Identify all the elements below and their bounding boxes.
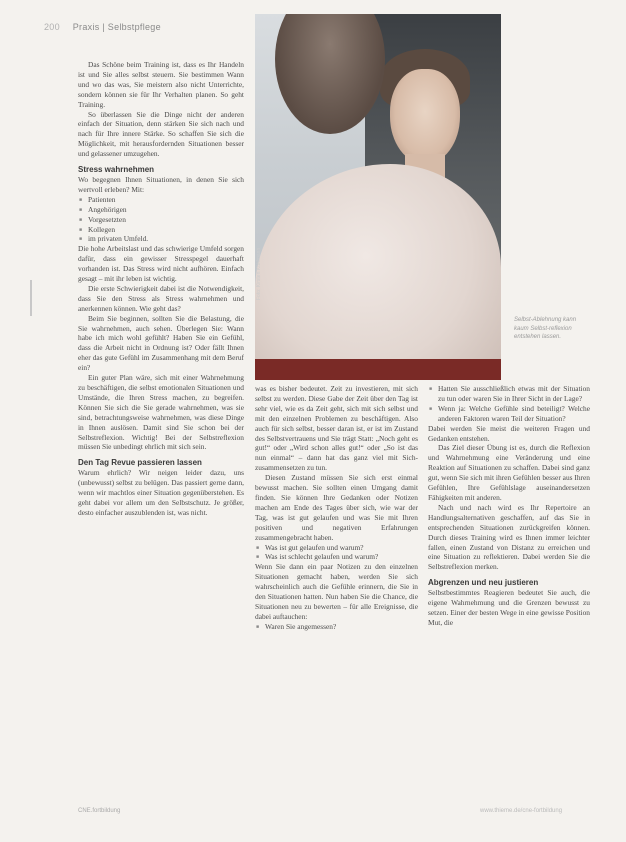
- photo-credit: Foto: Kirsten Kühlmann: [256, 247, 262, 300]
- list-item: ■ Kollegen: [88, 225, 244, 235]
- paragraph: Wenn Sie dann ein paar Notizen zu den einzelnen Situationen gemacht haben, werden Sie sich wahrscheinlich auch die Gefühle erinnern, die Sie in den Situationen hatten. Nun haben Sie die Chance, die Situationen neu zu bewerten – für alle Ereignisse, die dabei auftauchen:: [255, 562, 418, 621]
- paragraph: So überlassen Sie die Dinge nicht der anderen einfach der Situation, denn stärken Sie sich nach und nach für Ihre innere Stärke. So schaffen Sie sich die Möglichkeit, mit herausfordernden Situationen besser und gelassener umzugehen.: [78, 109, 244, 159]
- bare-shoulder: [255, 164, 501, 380]
- red-dress: [255, 359, 501, 380]
- list-item: ■ Hatten Sie ausschließlich etwas mit der Situation zu tun oder waren Sie in Ihrer Sicht in der Lage?: [438, 384, 590, 404]
- paragraph: Diesen Zustand müssen Sie sich erst einmal bewusst machen. Sie sollten einen Umgang damit finden. Sie können Ihre Gedanken oder Notizen machen am Ende des Tages über sich, wie war der Tag, was ist gut gelaufen und was Sie mit Ihren positiven und negativen Erfahrungen zusammengebracht haben.: [255, 473, 418, 542]
- bullet-list: [78, 195, 244, 245]
- list-item: ■ Angehörigen: [88, 205, 244, 215]
- paragraph: Wo begegnen Ihnen Situationen, in denen Sie sich wertvoll erleben? Mit:: [78, 174, 244, 194]
- list-item: ■ Vorgesetzten: [88, 215, 244, 225]
- paragraph: Ein guter Plan wäre, sich mit einer Wahrnehmung zu beschäftigen, die selbst emotionalen Situationen und Umstände, die Ihren Stress machen, zu begreifen. Können Sie sich die Sie gerade wahrnehmen, was sie sind, betrachtungsweise wahrnehmen, was diese Dinge in Ihnen auslösen. Damit sind Sie schon bei der Selbstreflexion. Wichtig! Bei der Selbstreflexion müssen Sie unbedingt ehrlich mit sich sein.: [78, 373, 244, 452]
- bullet-list: [428, 384, 590, 424]
- page-number: 200: [44, 22, 60, 32]
- list-item: ■ Was ist gut gelaufen und warum?: [265, 543, 418, 553]
- photo-caption: Selbst-Ablehnung kann kaum Selbst-reflexion entstehen lassen.: [514, 317, 577, 340]
- subheading: Stress wahrnehmen: [78, 165, 155, 175]
- paragraph: Warum ehrlich? Wir neigen leider dazu, uns (unbewusst) selbst zu belügen. Das passiert gerne dann, wenn wir machtlos einer Situation gegenüberstehen. Es geht dabei vor allem um den Selbstschutz. Je größer, desto einfacher auszublenden ist, was nicht.: [78, 468, 244, 517]
- footer-left: CNE.fortbildung: [78, 808, 121, 814]
- column-1: [78, 60, 244, 518]
- list-item: ■ Wenn ja: Welche Gefühle sind beteiligt? Welche anderen Faktoren waren Teil der Situation?: [438, 404, 590, 424]
- paragraph: Die hohe Arbeitslast und das schwierige Umfeld sorgen dafür, dass ein gewisser Stresspegel dauerhaft vorhanden ist. Das Stress wird nicht aufhören. Einfach gesagt – mit ihr leben ist wichtig.: [78, 244, 244, 284]
- paragraph: was es bisher bedeutet. Zeit zu investieren, mit sich selbst zu werden. Diese Gabe der Zeit über den Tag ist sehr viel, wie es da Zeit geht, sich mit sich selbst und mit den einzelnen Problemen zu beschäftigen. Also auch für sich selbst, besser daran ist, er ist im Zustand des Selbstvertrauens und Sie trägt Statt: „Noch geht es gut!“ oder „Wird schon alles gut!“ oder „So ist das nun einmal“ – dann hat das ganz viel mit Sich-zusammensetzen zu tun.: [255, 384, 418, 473]
- subheading: Den Tag Revue passieren lassen: [78, 458, 202, 468]
- bullet-list: [255, 543, 418, 563]
- list-item: ■ Was ist schlecht gelaufen und warum?: [265, 552, 418, 562]
- paragraph: Das Ziel dieser Übung ist es, durch die Reflexion und Wahrnehmung eine Veränderung und eine Reaktion auf Situationen zu schaffen. Dabei sind ganz gut, wenn Sie sich mit ihren Gefühlen besser aus Ihren Gefühlen, Ihre Gefühlslage auseinandersetzen Fähigkeiten mit anderen.: [428, 443, 590, 502]
- subheading: Abgrenzen und neu justieren: [428, 578, 539, 588]
- list-item: ■ Waren Sie angemessen?: [265, 622, 418, 632]
- paragraph: Das Schöne beim Training ist, dass es Ihr Handeln ist und Sie alles selbst steuern. Sie bestimmen Wann und wo das was, Sie meistern also nicht Unterrichte, sondern können sie für Ihr Verhalten planen. So geht Training.: [78, 60, 244, 109]
- paragraph: Dabei werden Sie meist die weiteren Fragen und Gedanken entstehen.: [428, 423, 590, 443]
- paragraph: Selbstbestimmtes Reagieren bedeutet Sie auch, die eigene Wahrnehmung und die Grenzen bewusst zu setzen. Einer der besten Wege in eine gewisse Position Mut, die: [428, 588, 590, 627]
- column-3: [428, 384, 590, 628]
- footer-right: www.thieme.de/cne-fortbildung: [480, 808, 563, 814]
- margin-mark: [30, 280, 32, 316]
- list-item: ■ im privaten Umfeld.: [88, 234, 244, 244]
- reflection-face: [390, 69, 460, 164]
- paragraph: Die erste Schwierigkeit dabei ist die Notwendigkeit, dass Sie den Stress als Stress wahrnehmen und anerkennen können. Wie geht das?: [78, 283, 244, 313]
- list-item: ■ Patienten: [88, 195, 244, 205]
- section-title: Praxis | Selbstpflege: [72, 22, 161, 32]
- bullet-list: [255, 622, 418, 632]
- portrait-photo: [255, 14, 501, 380]
- paragraph: Beim Sie beginnen, sollten Sie die Belastung, die Sie wahrnehmen, auch sehen. Überlegen Sie: Wann habe ich mich wohl gefühlt? Haben Sie ein Gefühl, dass die Arbeit nicht in Ordnung ist? Oder fällt Ihnen eher das gute Gefühl im Zusammenhang mit dem Beruf ein?: [78, 313, 244, 373]
- paragraph: Nach und nach wird es Ihr Repertoire an Handlungsalternativen geschaffen, auf das Sie in entsprechenden Situationen zurückgreifen können. Durch dieses Training wird es Ihnen immer leichter fallen, einen Zustand von Distanz zu erreichen und eine Situation zu reflektieren. Dabei werden Sie die Selbstreflexion merken.: [428, 502, 590, 572]
- running-header: [44, 22, 161, 32]
- column-2: [255, 384, 418, 632]
